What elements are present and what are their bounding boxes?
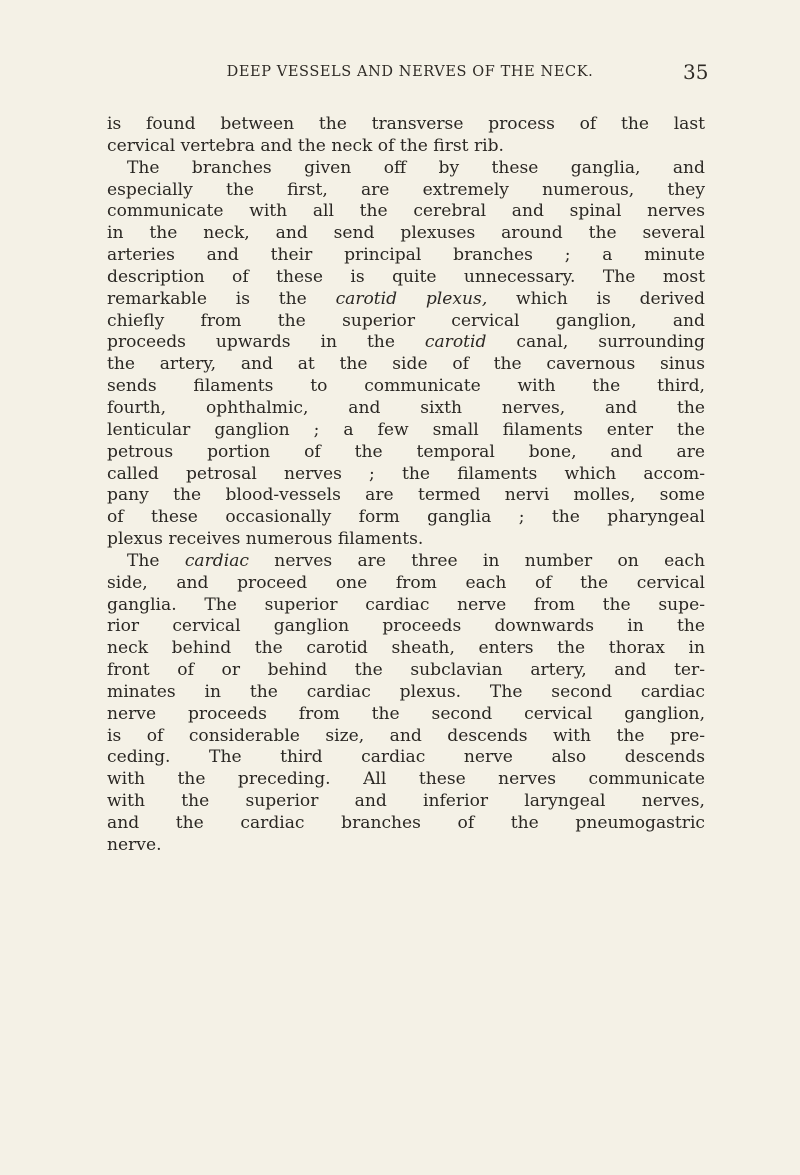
text-segment: communicate with all the cerebral and spinal nerves: [107, 201, 705, 222]
text-segment: especially the first, are extremely numerous, they: [107, 179, 705, 200]
text-line: [107, 464, 705, 486]
text-segment: which is derived: [487, 288, 705, 309]
text-line: [107, 376, 705, 398]
text-segment: ganglia. The superior cardiac nerve from the supe-: [107, 594, 705, 615]
text-line: [107, 835, 705, 857]
italic-term: carotid plexus,: [335, 288, 488, 309]
text-segment: remarkable is the: [107, 288, 336, 309]
text-line: [107, 813, 705, 835]
body-text: [107, 114, 705, 857]
text-segment: called petrosal nerves ; the filaments which accom-: [107, 463, 705, 484]
text-line: [107, 223, 705, 245]
text-segment: sends filaments to communicate with the third,: [107, 376, 705, 397]
text-line: [107, 573, 705, 595]
text-line: [107, 245, 705, 267]
text-line: [107, 726, 705, 748]
text-segment: is of considerable size, and descends with the pre-: [107, 725, 705, 746]
text-segment: nerve.: [107, 834, 162, 855]
text-line: [107, 682, 705, 704]
text-line: [107, 551, 705, 573]
text-line: [107, 114, 705, 136]
text-segment: petrous portion of the temporal bone, and are: [107, 441, 705, 462]
text-line: [107, 158, 705, 180]
text-line: [107, 638, 705, 660]
running-header: DEEP VESSELS AND NERVES OF THE NECK.: [226, 64, 594, 80]
text-segment: front of or behind the subclavian artery, and ter-: [107, 660, 705, 681]
text-segment: fourth, ophthalmic, and sixth nerves, and the: [107, 397, 705, 418]
text-segment: cervical vertebra and the neck of the first rib.: [107, 135, 504, 156]
text-segment: arteries and their principal branches ; a minute: [107, 245, 705, 266]
text-line: [107, 332, 705, 354]
text-line: [107, 660, 705, 682]
text-segment: description of these is quite unnecessary. The most: [107, 266, 705, 287]
text-line: [107, 595, 705, 617]
text-line: [107, 420, 705, 442]
text-line: [107, 136, 705, 158]
page-number: 35: [683, 60, 709, 84]
italic-term: cardiac: [184, 550, 249, 571]
text-line: [107, 201, 705, 223]
text-line: [107, 311, 705, 333]
text-line: [107, 769, 705, 791]
text-segment: nerves are three in number on each: [248, 550, 705, 571]
text-segment: The branches given off by these ganglia, and: [127, 157, 705, 178]
text-segment: plexus receives numerous filaments.: [107, 529, 424, 550]
text-segment: neck behind the carotid sheath, enters the thorax in: [107, 638, 705, 659]
text-line: [107, 289, 705, 311]
text-line: [107, 398, 705, 420]
text-segment: proceeds upwards in the: [107, 332, 425, 353]
text-segment: and the cardiac branches of the pneumogastric: [107, 813, 705, 833]
text-segment: of these occasionally form ganglia ; the pharyngeal: [107, 507, 705, 528]
text-line: [107, 704, 705, 726]
text-line: [107, 267, 705, 289]
text-line: [107, 485, 705, 507]
text-line: [107, 791, 705, 813]
text-line: [107, 180, 705, 202]
text-line: [107, 442, 705, 464]
text-segment: The: [127, 550, 185, 571]
text-segment: rior cervical ganglion proceeds downwards in the: [107, 616, 705, 637]
text-segment: is found between the transverse process of the last: [107, 114, 705, 134]
text-segment: with the superior and inferior laryngeal nerves,: [107, 791, 705, 812]
text-segment: with the preceding. All these nerves communicate: [107, 769, 705, 790]
text-segment: ceding. The third cardiac nerve also descends: [107, 747, 705, 768]
text-segment: minates in the cardiac plexus. The second cardiac: [107, 681, 705, 702]
text-line: [107, 507, 705, 529]
text-segment: side, and proceed one from each of the cervical: [107, 572, 705, 593]
text-segment: pany the blood-vessels are termed nervi molles, some: [107, 485, 705, 506]
italic-term: carotid: [424, 332, 487, 353]
text-segment: in the neck, and send plexuses around the several: [107, 223, 705, 244]
text-line: [107, 529, 705, 551]
text-line: [107, 354, 705, 376]
text-segment: the artery, and at the side of the cavernous sinus: [107, 354, 705, 375]
text-segment: nerve proceeds from the second cervical ganglion,: [107, 703, 705, 724]
text-segment: chiefly from the superior cervical ganglion, and: [107, 310, 705, 331]
text-segment: canal, surrounding: [486, 332, 706, 353]
text-line: [107, 747, 705, 769]
text-line: [107, 616, 705, 638]
text-segment: lenticular ganglion ; a few small filaments enter the: [107, 419, 705, 440]
